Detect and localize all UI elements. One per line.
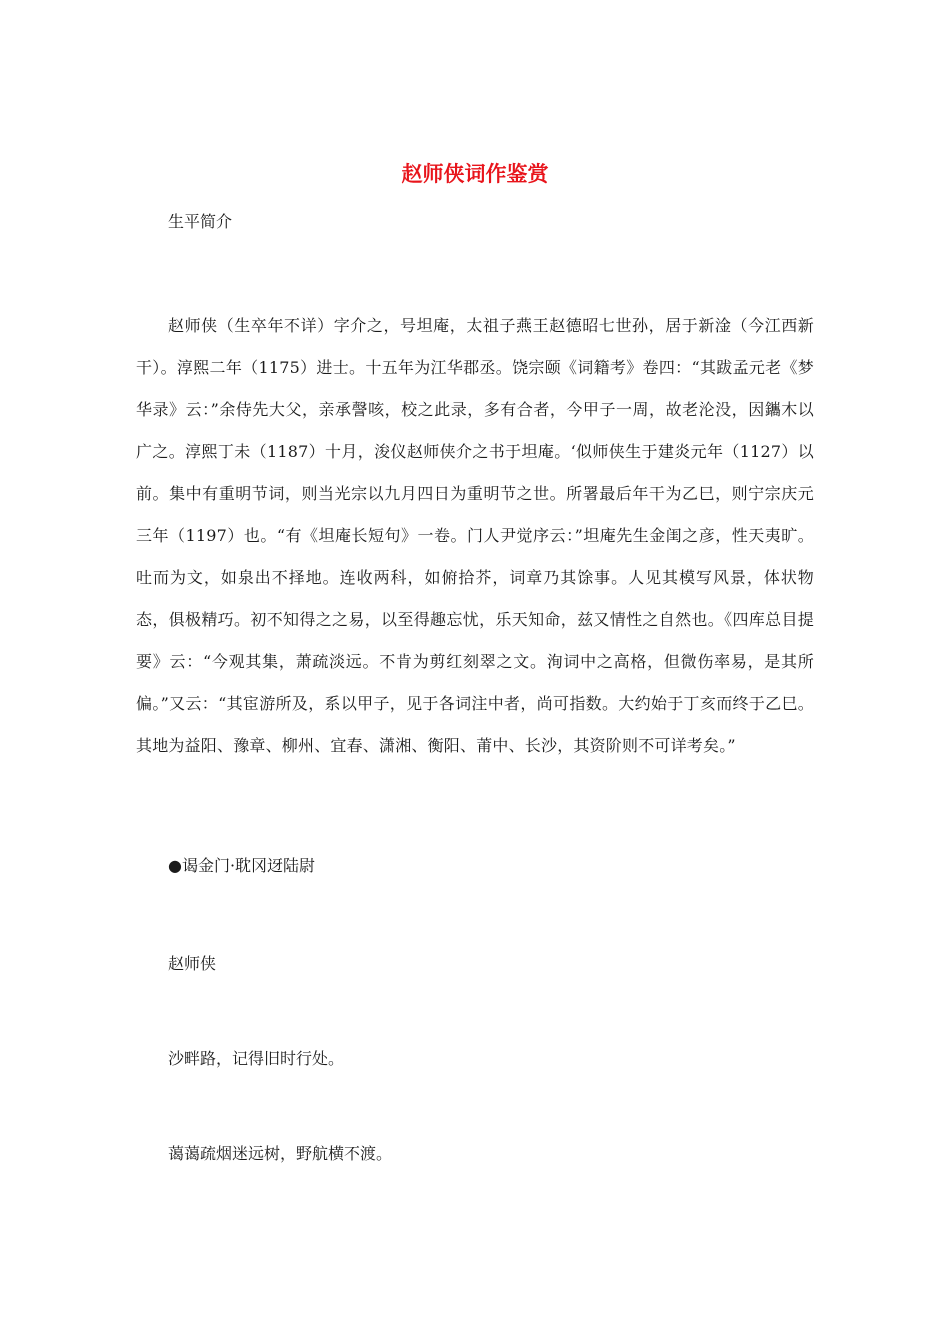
poem-author: 赵师侠	[168, 954, 217, 973]
biography-paragraph: 赵师侠（生卒年不详）字介之，号坦庵，太祖子燕王赵德昭七世孙，居于新淦（今江西新干）。淳熙二年（1175）进士。十五年为江华郡丞。饶宗颐《词籍考》卷四：“其跋孟元老《梦华录》云：”余侍先大父，亲承謦咳，校之此录，多有合者，今甲子一周，故老沦没，因鑴木以广之。淳熙丁未（1187）十月，浚仪赵师侠介之书于坦庵。‘似师侠生于建炎元年（1127）以前。集中有重明节词，则当光宗以九月四日为重明节之世。所署最后年干为乙巳，则宁宗庆元三年（1197）也。“有《坦庵长短句》一卷。门人尹觉序云：”坦庵先生金闺之彦，性天夷旷。吐而为文，如泉出不择地。连收两科，如俯拾芥，词章乃其馀事。人见其模写风景，体状物态，俱极精巧。初不知得之之易，以至得趣忘忧，乐天知命，兹又情性之自然也。《四库总目提要》云：“今观其集，萧疏淡远。不肯为剪红刻翠之文。洵词中之高格，但微伤率易，是其所偏。”又云：“其宦游所及，系以甲子，见于各词注中者，尚可指数。大约始于丁亥而终于乙巳。其地为益阳、豫章、柳州、宜春、潇湘、衡阳、莆中、长沙，其资阶则不可详考矣。”	[136, 316, 814, 755]
poem-heading: ●谒金门·耽冈迓陆尉	[168, 856, 316, 875]
section-heading: 生平简介	[168, 212, 233, 231]
document-title: 赵师侠词作鉴赏	[401, 162, 549, 186]
poem-verse-1: 沙畔路，记得旧时行处。	[168, 1049, 345, 1068]
poem-verse-2: 蔼蔼疏烟迷远树，野航横不渡。	[168, 1144, 393, 1163]
